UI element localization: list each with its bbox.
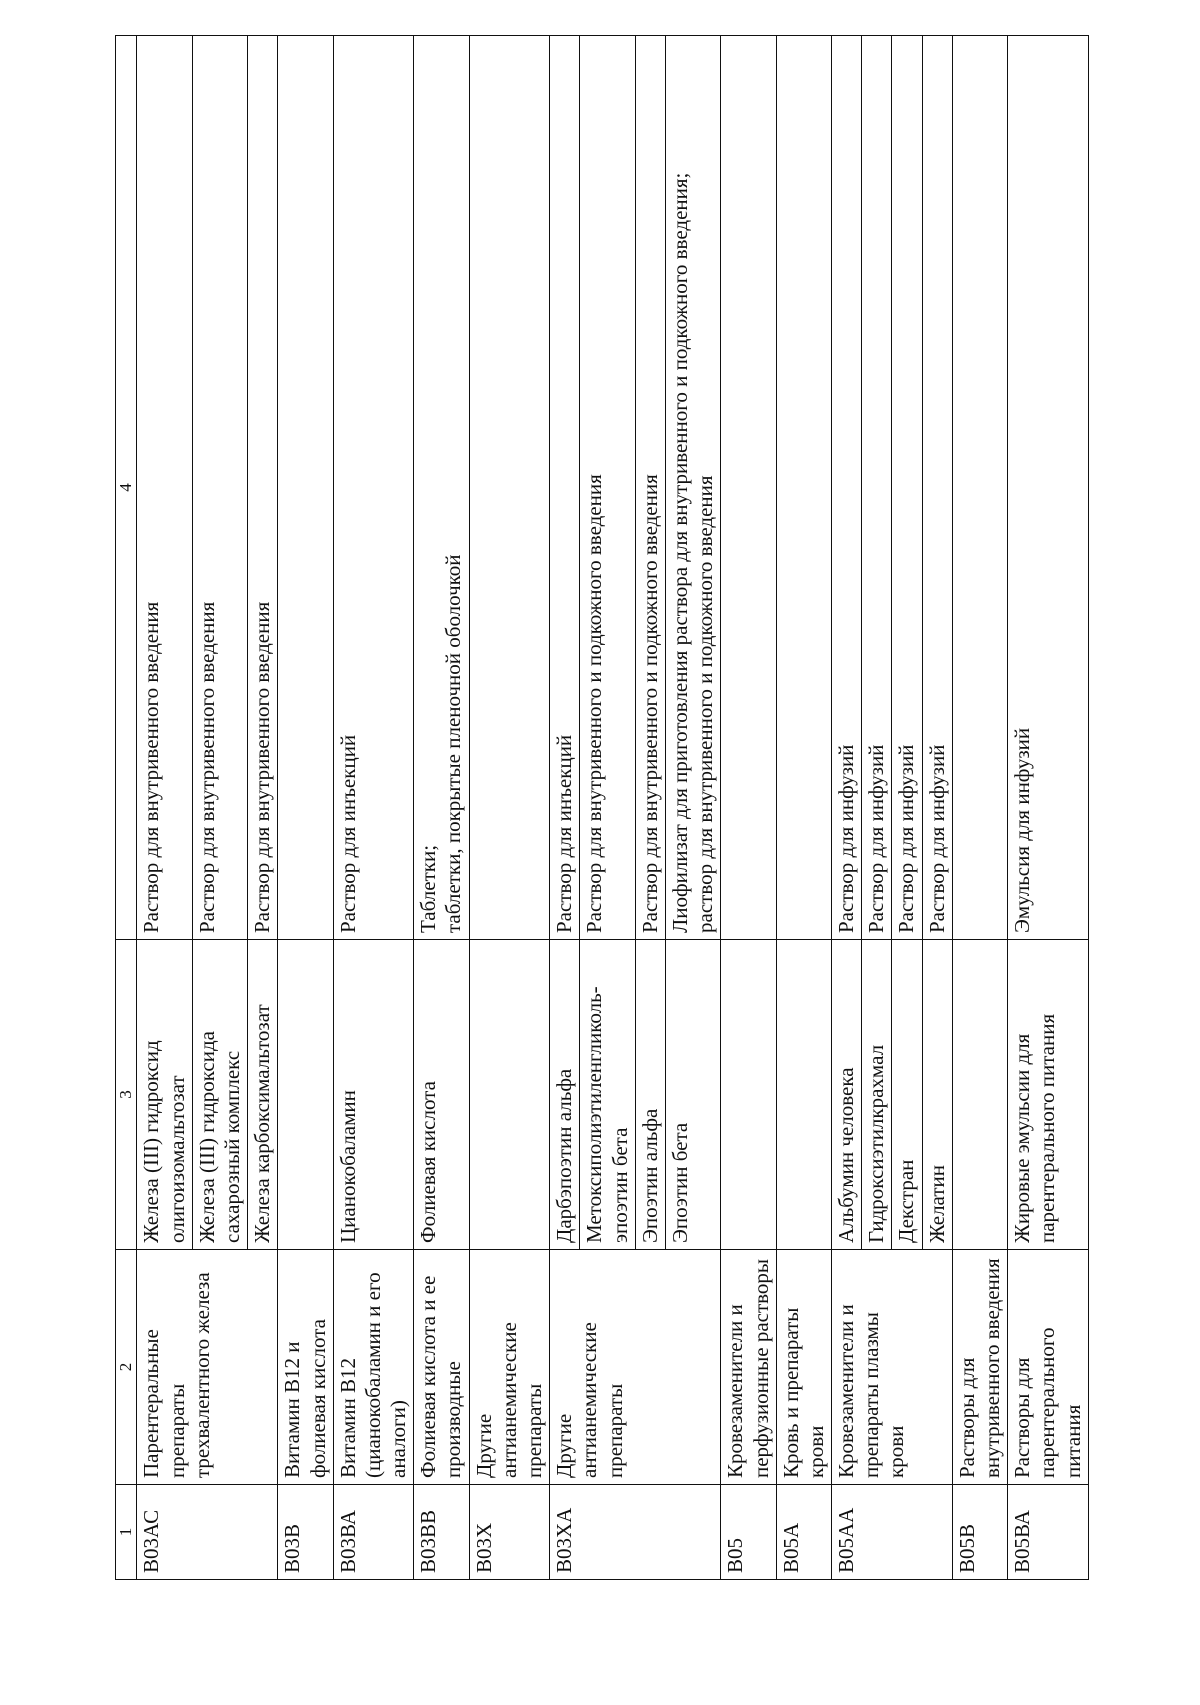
dosage-form [469, 36, 550, 940]
table-row [952, 36, 1007, 1580]
drug-name: Железа карбоксимальтозат [248, 940, 278, 1250]
atc-code: В05АА [832, 1485, 953, 1580]
drug-name: Дарбэпоэтин альфа [550, 940, 580, 1250]
dosage-form: Эмульсия для инфузий [1008, 36, 1089, 940]
table-row [278, 36, 333, 1580]
group-name: Витамин В12 (цианокобаламин и его аналоги) [333, 1250, 414, 1485]
drug-name: Метоксиполиэтиленгликоль-эпоэтин бета [580, 940, 635, 1250]
dosage-form: Раствор для внутривенного и подкожного введения [580, 36, 635, 940]
dosage-form: Лиофилизат для приготовления раствора для внутривенного и подкожного введения; раствор для внутривенного и подкожного введения [665, 36, 720, 940]
drug-name [278, 940, 333, 1250]
group-name: Парентеральные препараты трехвалентного железа [137, 1250, 278, 1485]
dosage-form: Раствор для внутривенного введения [248, 36, 278, 940]
drug-name [952, 940, 1007, 1250]
table-row [414, 36, 469, 1580]
rotated-table-container [115, 35, 1089, 1580]
dosage-form: Раствор для инфузий [862, 36, 892, 940]
drug-name: Жировые эмульсии для парентерального питания [1008, 940, 1089, 1250]
atc-code: В03В [278, 1485, 333, 1580]
dosage-form [721, 36, 776, 940]
column-header: 1 [116, 1485, 137, 1580]
dosage-form: Раствор для инъекций [550, 36, 580, 940]
dosage-form [278, 36, 333, 940]
drug-name [721, 940, 776, 1250]
drug-table [115, 35, 1089, 1580]
column-header: 3 [116, 940, 137, 1250]
group-name: Растворы для парентерального питания [1008, 1250, 1089, 1485]
drug-name: Цианокобаламин [333, 940, 414, 1250]
group-name: Кровезаменители и препараты плазмы крови [832, 1250, 953, 1485]
drug-name: Железа (III) гидроксид олигоизомальтозат [137, 940, 192, 1250]
group-name: Другие антианемические препараты [469, 1250, 550, 1485]
dosage-form: Раствор для внутривенного введения [137, 36, 192, 940]
atc-code: В03ВВ [414, 1485, 469, 1580]
atc-code: В05В [952, 1485, 1007, 1580]
table-row [469, 36, 550, 1580]
drug-name: Фолиевая кислота [414, 940, 469, 1250]
drug-name: Железа (III) гидроксида сахарозный комплекс [192, 940, 247, 1250]
dosage-form [952, 36, 1007, 940]
dosage-form: Раствор для внутривенного и подкожного введения [635, 36, 665, 940]
group-name: Другие антианемические препараты [550, 1250, 721, 1485]
dosage-form: Таблетки; таблетки, покрытые пленочной оболочкой [414, 36, 469, 940]
dosage-form: Раствор для инфузий [922, 36, 952, 940]
group-name: Кровезаменители и перфузионные растворы [721, 1250, 776, 1485]
drug-name [469, 940, 550, 1250]
atc-code: В03АС [137, 1485, 278, 1580]
drug-name: Эпоэтин альфа [635, 940, 665, 1250]
atc-code: В03ВА [333, 1485, 414, 1580]
table-row [137, 36, 192, 1580]
dosage-form [776, 36, 831, 940]
group-name: Фолиевая кислота и ее производные [414, 1250, 469, 1485]
dosage-form: Раствор для инъекций [333, 36, 414, 940]
group-name: Растворы для внутривенного введения [952, 1250, 1007, 1485]
table-header-row [116, 36, 137, 1580]
table-row [832, 36, 862, 1580]
drug-name: Эпоэтин бета [665, 940, 720, 1250]
atc-code: В05 [721, 1485, 776, 1580]
table-row [721, 36, 776, 1580]
table-row [333, 36, 414, 1580]
dosage-form: Раствор для инфузий [832, 36, 862, 940]
table-row [1008, 36, 1089, 1580]
drug-name [776, 940, 831, 1250]
page-number [62, 0, 87, 14]
drug-name: Желатин [922, 940, 952, 1250]
table-row [550, 36, 580, 1580]
drug-name: Альбумин человека [832, 940, 862, 1250]
atc-code: В05ВА [1008, 1485, 1089, 1580]
group-name: Кровь и препараты крови [776, 1250, 831, 1485]
drug-name: Декстран [892, 940, 922, 1250]
dosage-form: Раствор для инфузий [892, 36, 922, 940]
column-header: 2 [116, 1250, 137, 1485]
column-header: 4 [116, 36, 137, 940]
group-name: Витамин В12 и фолиевая кислота [278, 1250, 333, 1485]
atc-code: В03Х [469, 1485, 550, 1580]
atc-code: В05А [776, 1485, 831, 1580]
table-row [776, 36, 831, 1580]
drug-name: Гидроксиэтилкрахмал [862, 940, 892, 1250]
atc-code: В03ХА [550, 1485, 721, 1580]
dosage-form: Раствор для внутривенного введения [192, 36, 247, 940]
